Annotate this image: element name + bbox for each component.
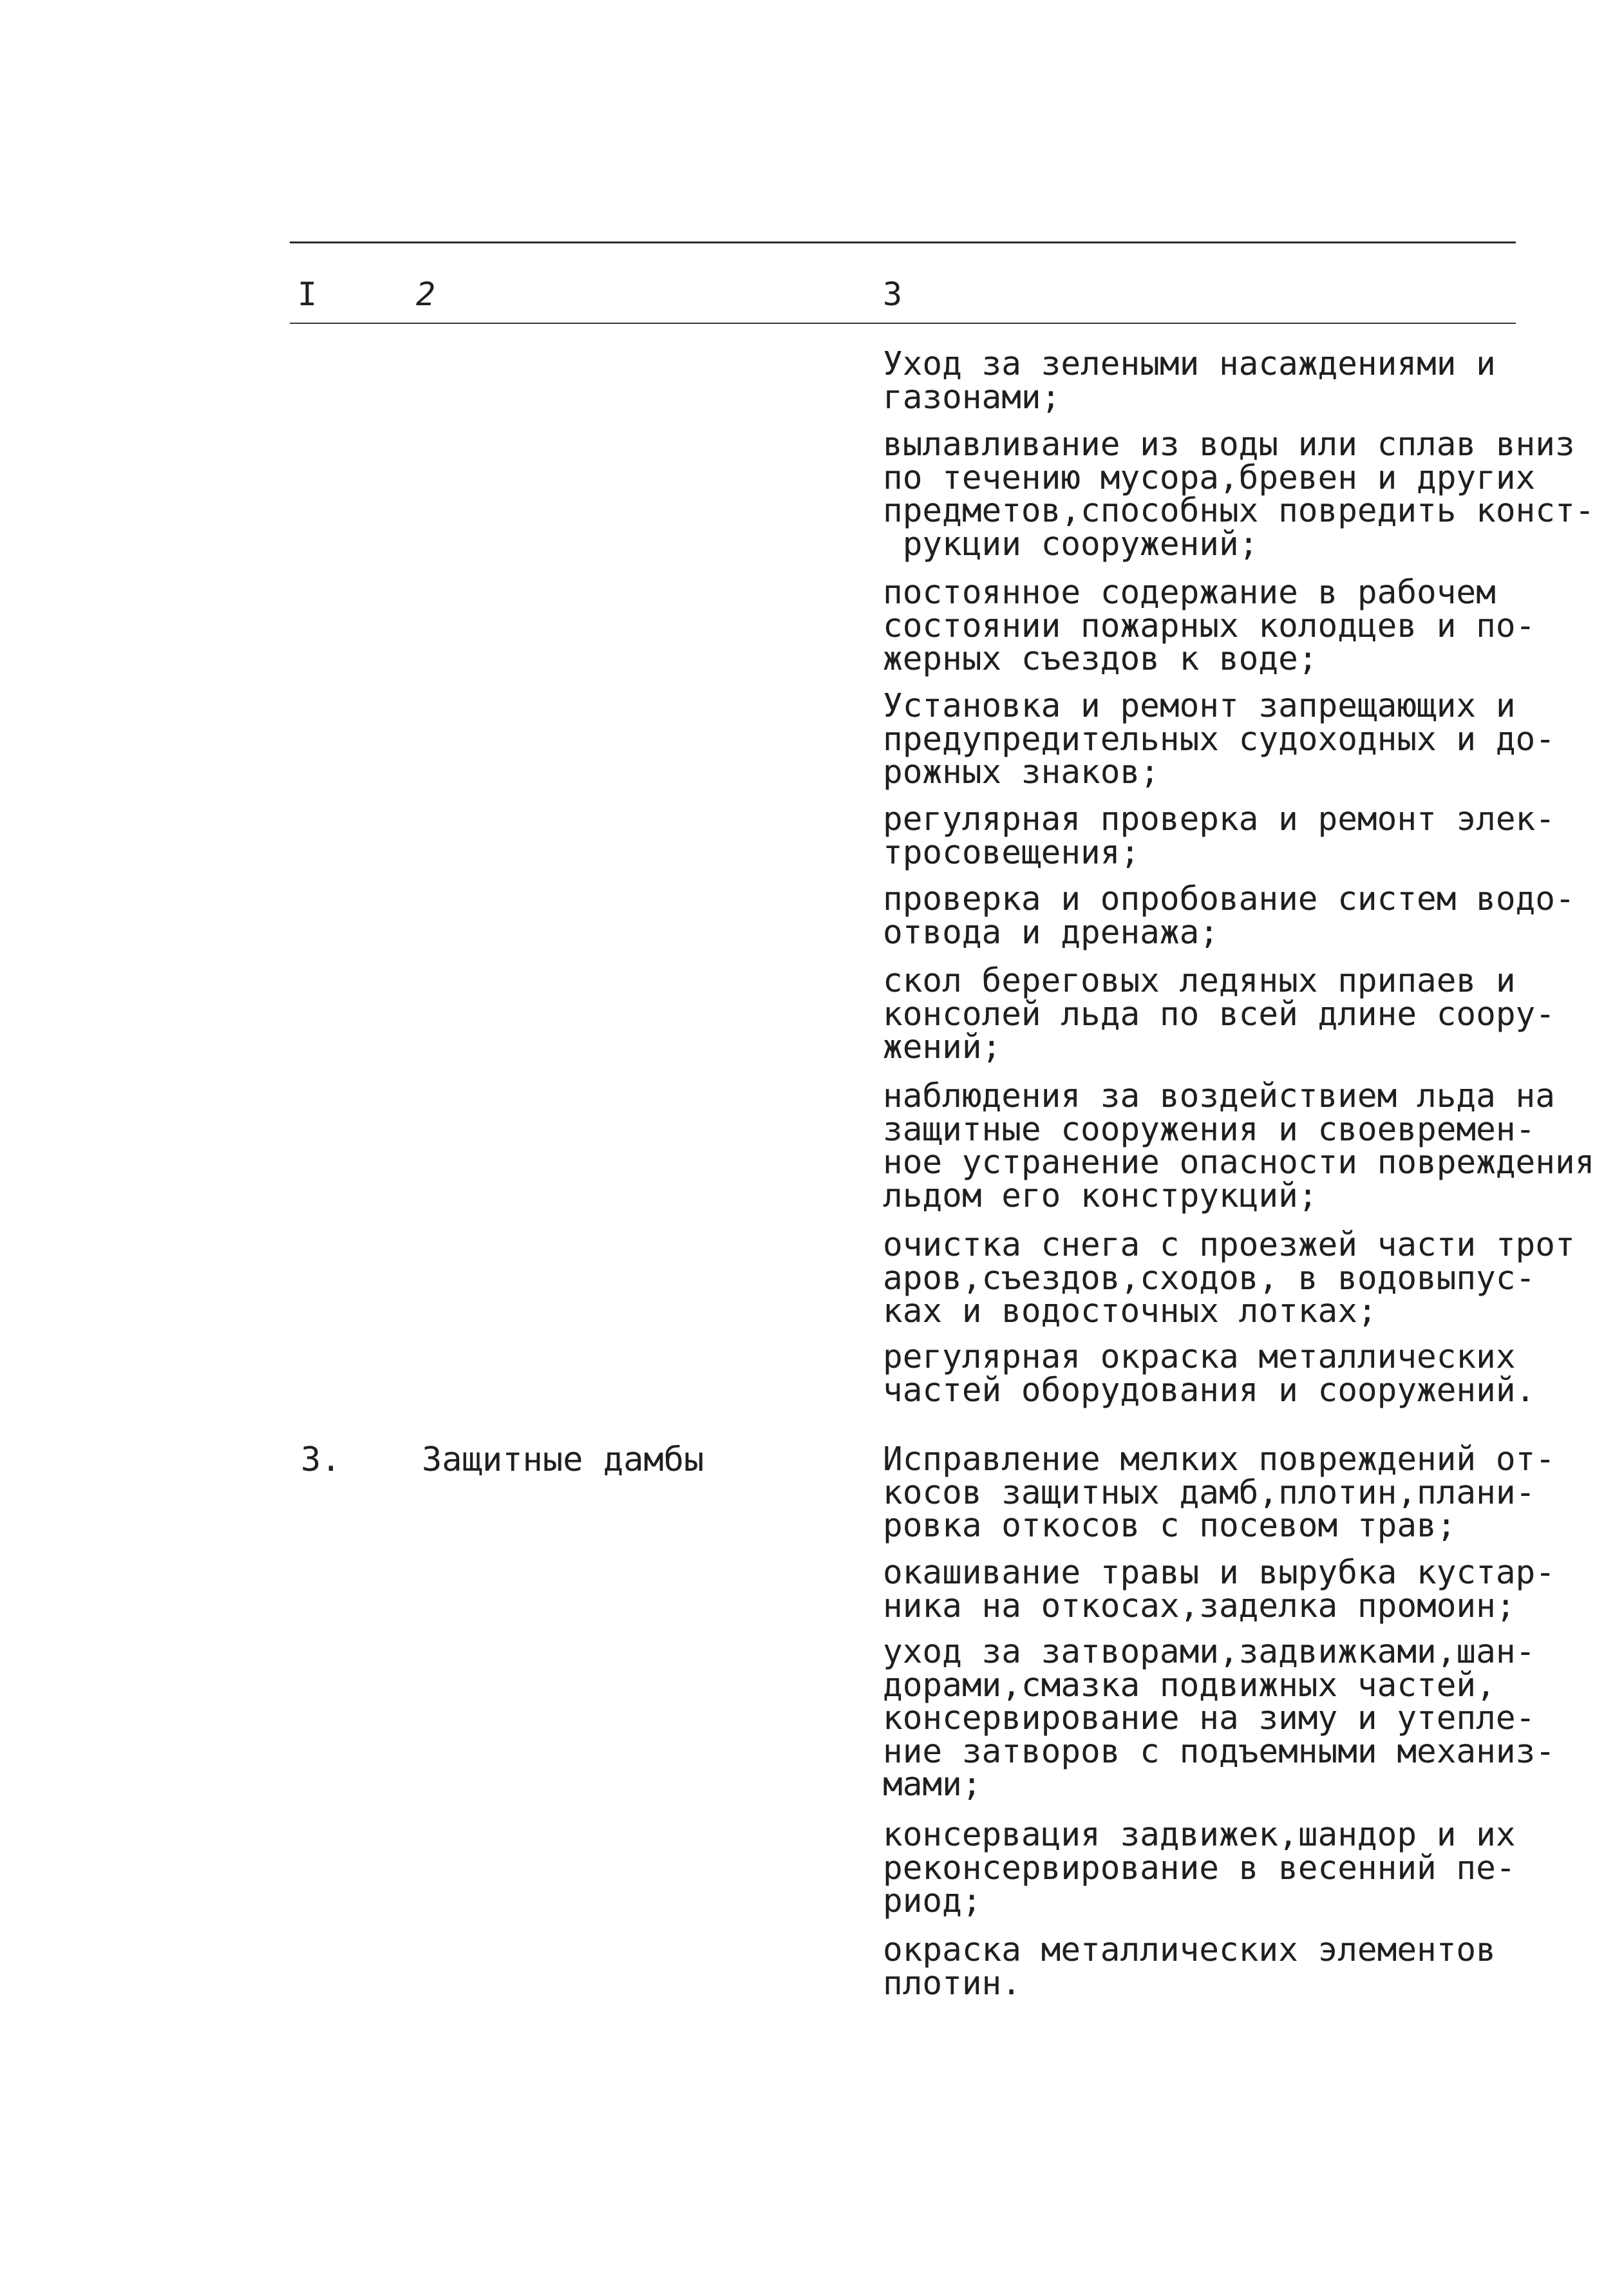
column-header-3: 3 — [883, 276, 904, 313]
header-underline-rule — [290, 323, 1516, 324]
list-item: окашивание травы и вырубка кустар- ника на откосах,заделка промоин; — [883, 1554, 1555, 1625]
list-item: Установка и ремонт запрещающих и предупредительных судоходных и до- рожных знаков; — [883, 687, 1555, 791]
list-item: проверка и опробование систем водо- отвода и дренажа; — [883, 880, 1575, 952]
column-header-2: 2 — [416, 276, 437, 313]
list-item: окраска металлических элементов плотин. — [883, 1931, 1496, 2003]
list-item: наблюдения за воздействием льда на защитные сооружения и своевремен- ное устранение опасности повреждения льдом его конструкций; — [883, 1077, 1595, 1215]
column-header-1: I — [297, 276, 319, 313]
list-item: постоянное содержание в рабочем состоянии пожарных колодцев и по- жерных съездов к воде; — [883, 574, 1536, 678]
section-number: 3. — [301, 1441, 341, 1479]
list-item: очистка снега с проезжей части трот аров,съездов,сходов, в водовыпус- ках и водосточных лотках; — [883, 1226, 1575, 1330]
list-item: консервация задвижек,шандор и их реконсервирование в весенний пе- риод; — [883, 1816, 1516, 1920]
list-item: регулярная проверка и ремонт элек- тросовещения; — [883, 800, 1555, 872]
list-item: регулярная окраска металлических частей оборудования и сооружений. — [883, 1338, 1536, 1410]
list-item: Уход за зелеными насаждениями и газонами; — [883, 345, 1496, 417]
list-item: уход за затворами,задвижками,шан- дорами,смазка подвижных частей, консервирование на зиму и утепле- ние затворов с подъемными механиз- мами; — [883, 1633, 1555, 1804]
list-item: вылавливание из воды или сплав вниз по течению мусора,бревен и других предметов,способных повредить конст- рукции сооружений; — [883, 426, 1595, 563]
list-item: скол береговых ледяных припаев и консолей льда по всей длине соору- жений; — [883, 962, 1555, 1066]
section-title: Защитные дамбы — [422, 1441, 704, 1479]
table-top-rule — [290, 241, 1516, 243]
list-item: Исправление мелких повреждений от- косов защитных дамб,плотин,плани- ровка откосов с посевом трав; — [883, 1441, 1555, 1545]
